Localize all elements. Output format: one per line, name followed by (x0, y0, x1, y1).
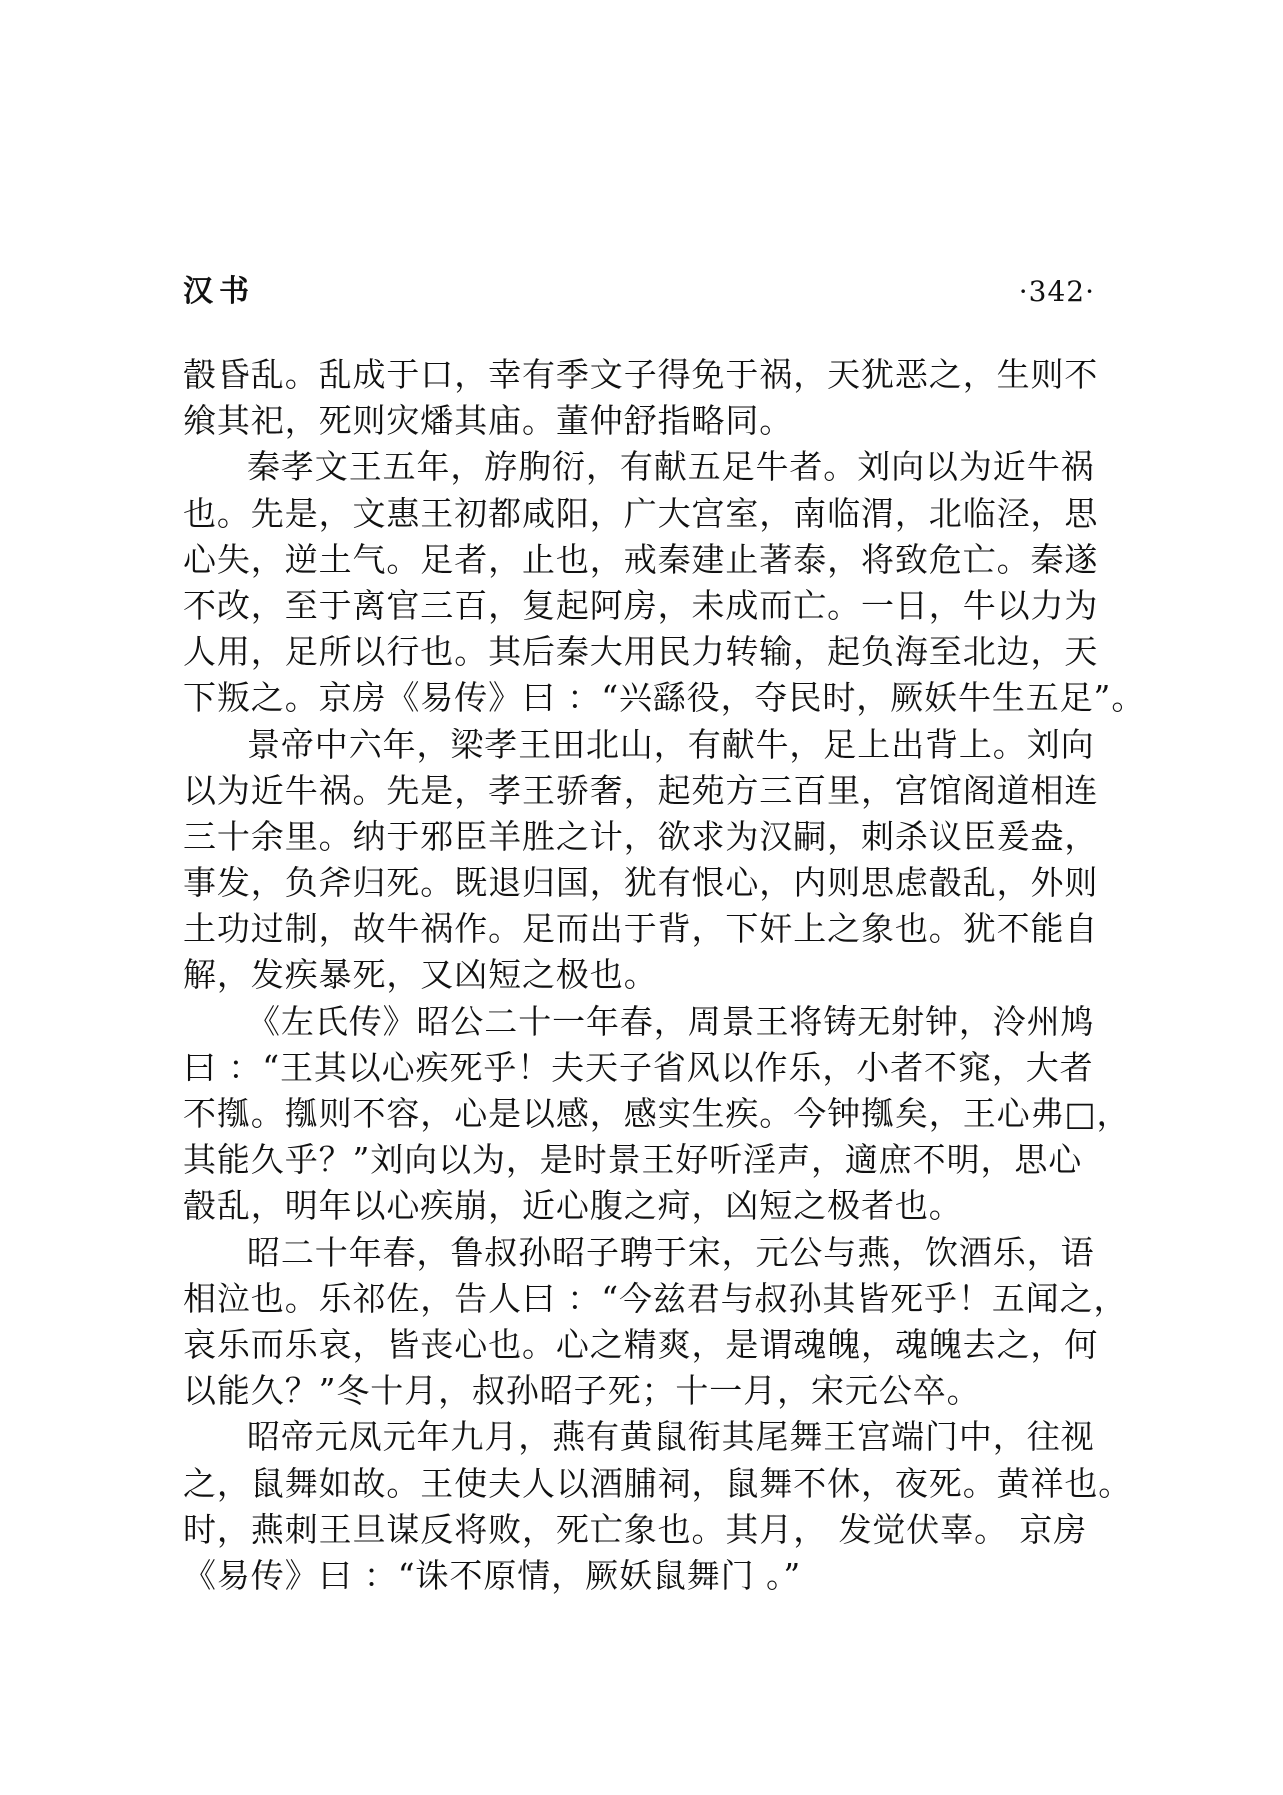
text-line: 下叛之。京房《易传》曰 ：“兴繇役，夺民时，厥妖牛生五足”。 (183, 678, 1146, 718)
text-line: 事发，负斧归死。既退归国，犹有恨心，内则思虑瞉乱，外则 (183, 863, 1099, 903)
text-line: 飨其祀，死则灾燔其庙。董仲舒指略同。 (183, 401, 794, 441)
text-line: 瞉昏乱。乱成于口，幸有季文子得免于祸，天犹恶之，生则不 (183, 355, 1099, 394)
text-line: 时，燕刺王旦谋反将败，死亡象也。其月， 发觉伏辜。 京房 (183, 1509, 1088, 1549)
text-line: 以为近牛祸。先是，孝王骄奢，起苑方三百里，宫馆阁道相连 (183, 770, 1099, 810)
page-header (183, 270, 1095, 314)
text-line: 《易传》曰 ：“诛不原情，厥妖鼠舞门 。” (183, 1555, 802, 1595)
text-line: 三十余里。纳于邪臣羊胜之计，欲求为汉嗣，刺杀议臣爰盎， (183, 816, 1099, 856)
text-line: 《左氏传》昭公二十一年春，周景王将铸无射钟，泠州鸠 (247, 1001, 1095, 1041)
text-line: 不改，至于离官三百，复起阿房，未成而亡。一日，牛以力为 (183, 585, 1099, 625)
text-line: 以能久？”冬十月，叔孙昭子死；十一月，宋元公卒。 (183, 1371, 981, 1411)
text-line: 昭帝元凤元年九月，燕有黄鼠衔其尾舞王宫端门中，往视 (247, 1417, 1095, 1457)
text-line: 相泣也。乐祁佐，告人曰 ：“今兹君与叔孙其皆死乎！五闻之， (183, 1278, 1128, 1318)
text-line: 之，鼠舞如故。王使夫人以酒脯祠，鼠舞不休，夜死。黄祥也。 (183, 1463, 1133, 1503)
text-line: 人用，足所以行也。其后秦大用民力转输，起负海至北边，天 (183, 632, 1099, 672)
text-line: 心失，逆土气。足者，止也，戒秦建止著泰，将致危亡。秦遂 (183, 539, 1099, 579)
text-line: 哀乐而乐哀，皆丧心也。心之精爽，是谓魂魄，魂魄去之，何 (183, 1324, 1099, 1364)
text-line: 景帝中六年，梁孝王田北山，有献牛，足上出背上。刘向 (247, 724, 1095, 764)
text-line: 也。先是，文惠王初都咸阳，广大宫室，南临渭，北临泾，思 (183, 493, 1099, 533)
page-number: ·342· (1018, 275, 1095, 308)
book-title: 汉书 (183, 274, 255, 309)
text-line: 不摦。摦则不容，心是以感，感实生疾。今钟摦矣，王心弗□， (183, 1094, 1131, 1133)
text-line: 瞉乱，明年以心疾崩，近心腹之疴，凶短之极者也。 (183, 1186, 963, 1226)
text-line: 昭二十年春，鲁叔孙昭子聘于宋，元公与燕，饮酒乐，语 (247, 1232, 1095, 1272)
text-line: 解，发疾暴死，又凶短之极也。 (183, 955, 658, 995)
text-line: 曰 ：“王其以心疾死乎！夫天子省风以作乐，小者不窕，大者 (183, 1047, 1094, 1087)
text-line: 其能久乎？”刘向以为，是时景王好听淫声，適庶不明，思心 (183, 1140, 1083, 1180)
body-text (183, 352, 1146, 1599)
text-line: 秦孝文王五年，斿朐衍，有献五足牛者。刘向以为近牛祸 (247, 447, 1095, 487)
text-line: 土功过制，故牛祸作。足而出于背，下奸上之象也。犹不能自 (183, 909, 1099, 949)
